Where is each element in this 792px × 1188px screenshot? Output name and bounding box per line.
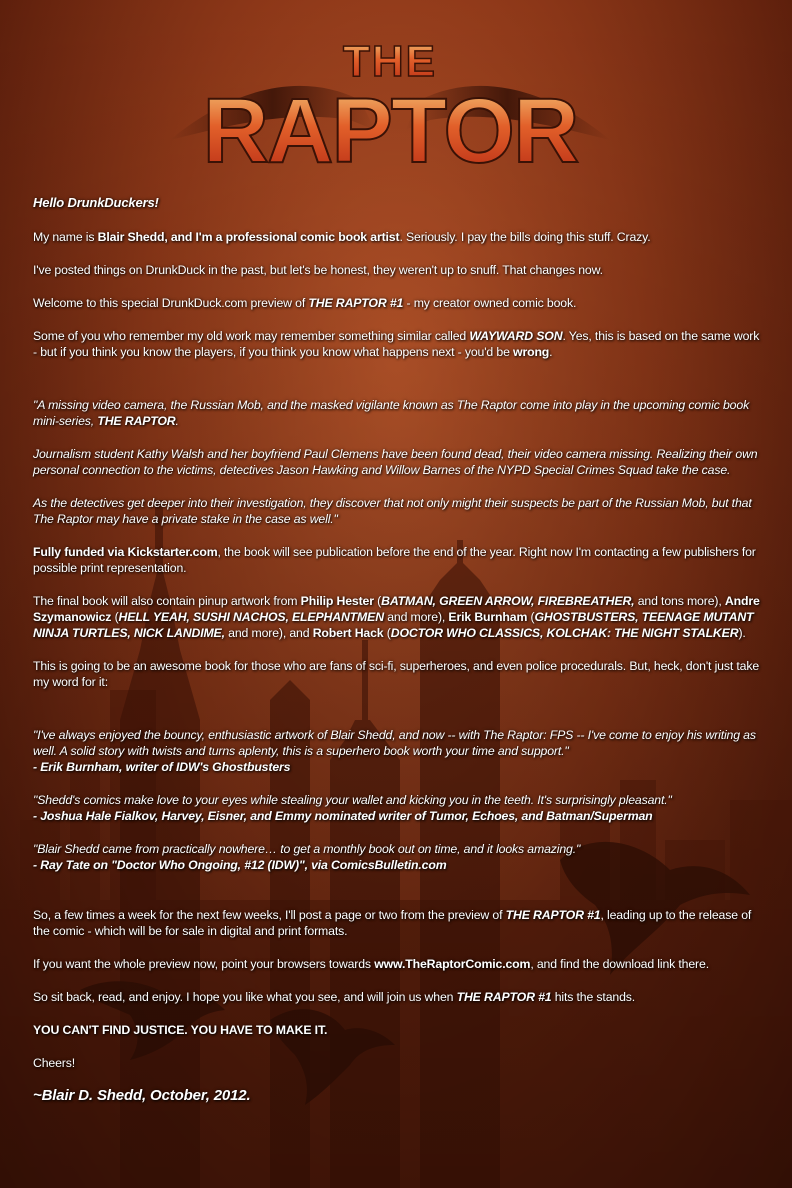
testimonial-3 xyxy=(33,841,763,873)
welcome-paragraph: Welcome to this special DrunkDuck.com preview of THE RAPTOR #1 - my creator owned comic book. xyxy=(33,296,577,310)
logo-the: THE xyxy=(343,37,437,86)
wayward-son-paragraph: Some of you who remember my old work may remember something similar called WAYWARD SON. Yes, this is based on the same work - but if you think you know the players, if you think you know what happens next - you'd be wrong. xyxy=(33,329,760,359)
enjoy-paragraph: So sit back, read, and enjoy. I hope you like what you see, and will join us when THE RAPTOR #1 hits the stands. xyxy=(33,990,636,1004)
letter-body xyxy=(33,195,763,1104)
website-link[interactable]: www.TheRaptorComic.com xyxy=(374,957,531,971)
logo-raptor: RAPTOR xyxy=(202,80,578,182)
synopsis-quote-1: "A missing video camera, the Russian Mob, and the masked vigilante known as The Raptor come into play in the upcoming comic book mini-series, THE RAPTOR. xyxy=(33,398,750,428)
synopsis-quote-3: As the detectives get deeper into their investigation, they discover that not only might their suspects be part of the Russian Mob, but that The Raptor may have a private stake in the case as well." xyxy=(33,496,752,526)
intro-paragraph: My name is Blair Shedd, and I'm a professional comic book artist. Seriously. I pay the bills doing this stuff. Crazy. xyxy=(33,230,651,244)
website-paragraph: If you want the whole preview now, point your browsers towards www.TheRaptorComic.com, and find the download link there. xyxy=(33,957,709,971)
pinup-artists-paragraph: The final book will also contain pinup artwork from Philip Hester (BATMAN, GREEN ARROW, FIREBREATHER, and tons more), Andre Szymanowicz (HELL YEAH, SUSHI NACHOS, ELEPHANTMEN and more), Erik Burnham (GHOSTBUSTERS, TEENAGE MUTANT NINJA TURTLES, NICK LANDIME, and more), and Robert Hack (DOCTOR WHO CLASSICS, KOLCHAK: THE NIGHT STALKER). xyxy=(33,594,760,640)
testimonial-1 xyxy=(33,727,763,775)
testimonial-quote: "Blair Shedd came from practically nowhere… to get a monthly book out on time, and it looks amazing." xyxy=(33,842,581,856)
kickstarter-paragraph: Fully funded via Kickstarter.com, the book will see publication before the end of the year. Right now I'm contacting a few publishers for possible print representation. xyxy=(33,545,756,575)
history-paragraph: I've posted things on DrunkDuck in the past, but let's be honest, they weren't up to snuff. That changes now. xyxy=(33,263,603,277)
raptor-logo xyxy=(170,30,610,200)
tagline: YOU CAN'T FIND JUSTICE. YOU HAVE TO MAKE IT. xyxy=(33,1023,328,1037)
testimonial-attribution: - Ray Tate on "Doctor Who Ongoing, #12 (IDW)", via ComicsBulletin.com xyxy=(33,858,447,872)
signature: ~Blair D. Shedd, October, 2012. xyxy=(33,1087,251,1104)
testimonial-attribution: - Joshua Hale Fialkov, Harvey, Eisner, and Emmy nominated writer of Tumor, Echoes, and Batman/Superman xyxy=(33,809,653,823)
testimonial-quote: "I've always enjoyed the bouncy, enthusiastic artwork of Blair Shedd, and now -- with The Raptor: FPS -- I've come to enjoy his writing as well. A solid story with twists and turns aplenty, this is a superhero book worth your time and support." xyxy=(33,728,756,758)
schedule-paragraph: So, a few times a week for the next few weeks, I'll post a page or two from the preview of THE RAPTOR #1, leading up to the release of the comic - which will be for sale in digital and print formats. xyxy=(33,908,752,938)
testimonial-quote: "Shedd's comics make love to your eyes while stealing your wallet and kicking you in the teeth. It's surprisingly pleasant." xyxy=(33,793,672,807)
testimonial-attribution: - Erik Burnham, writer of IDW's Ghostbusters xyxy=(33,760,291,774)
testimonial-2 xyxy=(33,792,763,824)
greeting: Hello DrunkDuckers! xyxy=(33,195,159,210)
synopsis-quote-2: Journalism student Kathy Walsh and her boyfriend Paul Clemens have been found dead, their video camera missing. Realizing their own personal connection to the victims, detectives Jason Hawking and Willow Barnes of the NYPD Special Crimes Squad take the case. xyxy=(33,447,758,477)
fans-paragraph: This is going to be an awesome book for those who are fans of sci-fi, superheroes, and even police procedurals. But, heck, don't just take my word for it: xyxy=(33,659,760,689)
closing: Cheers! xyxy=(33,1056,76,1070)
